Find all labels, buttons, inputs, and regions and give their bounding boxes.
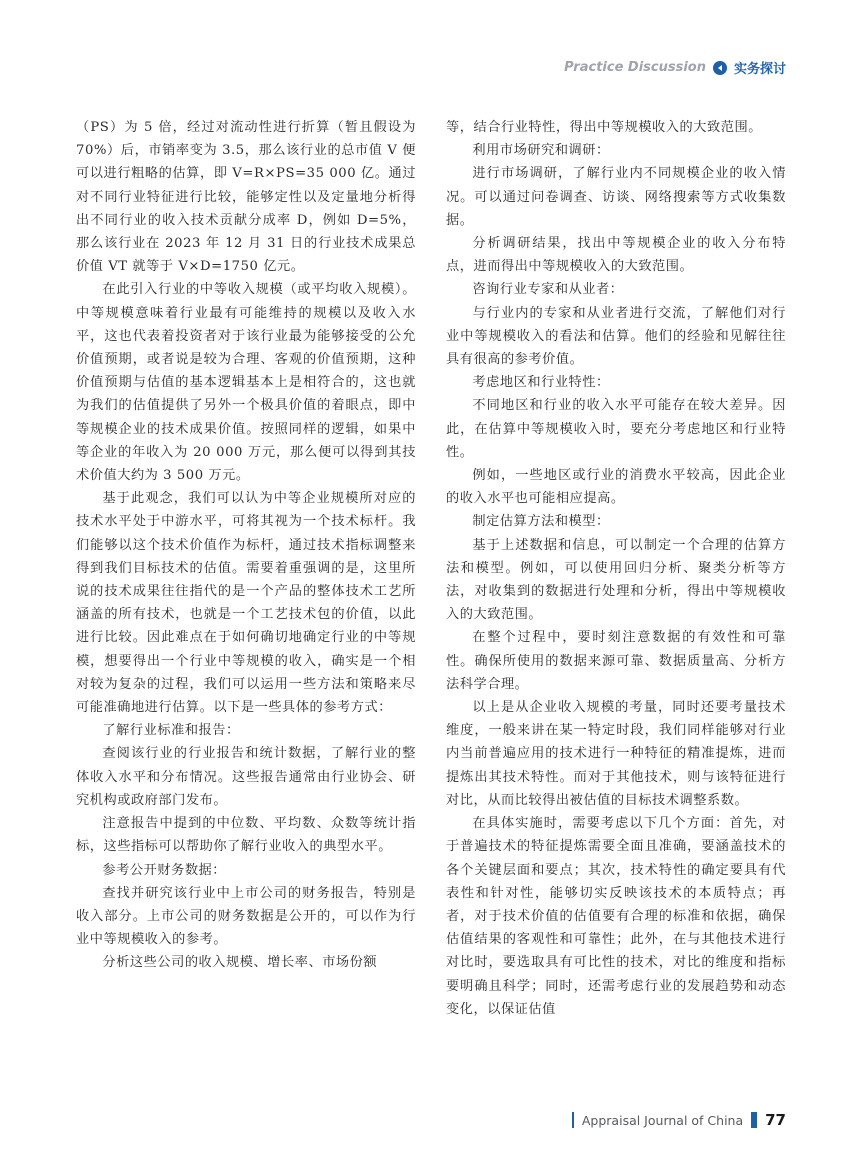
journal-name: Appraisal Journal of China — [581, 1112, 744, 1128]
paragraph: 进行市场调研，了解行业内不同规模企业的收入情况。可以通过问卷调查、访谈、网络搜索等方式收集数据。 — [446, 166, 786, 228]
section-title-cn: 实务探讨 — [733, 62, 786, 77]
paragraph: 查找并研究该行业中上市公司的财务报告，特别是收入部分。上市公司的财务数据是公开的，可以作为行业中等规模收入的参考。 — [76, 885, 416, 948]
section-title-en: Practice Discussion — [564, 60, 706, 75]
paragraph: 分析这些公司的收入规模、增长率、市场份额 — [102, 955, 378, 971]
page-number: 77 — [765, 1111, 786, 1129]
running-header — [564, 58, 786, 77]
left-column — [76, 116, 416, 975]
subheading: 考虑地区和行业特性： — [472, 375, 610, 391]
paragraph: 基于此观念，我们可以认为中等企业规模所对应的技术水平处于中游水平，可将其视为一个技术标杆。我们能够以这个技术价值作为标杆，通过技术指标调整来得到我们目标技术的估值。需要着重强调的是，这里所说的技术成果往往指代的是一个产品的整体技术工艺所涵盖的所有技术，也就是一个工艺技术包的价值，以此进行比较。因此难点在于如何确切地确定行业的中等规模，想要得出一个行业中等规模的收入，确实是一个相对较为复杂的过程，我们可以运用一些方法和策略来尽可能准确地进行估算。以下是一些具体的参考方式： — [76, 491, 416, 716]
divider — [572, 1112, 574, 1128]
paragraph: 与行业内的专家和从业者进行交流，了解他们对行业中等规模收入的看法和估算。他们的经验和见解往往具有很高的参考价值。 — [446, 305, 786, 368]
paragraph: 分析调研结果，找出中等规模企业的收入分布特点，进而得出中等规模收入的大致范围。 — [446, 236, 786, 275]
page-footer — [572, 1111, 786, 1129]
paragraph: 以上是从企业收入规模的考量，同时还要考量技术维度，一般来讲在某一特定时段，我们同样能够对行业内当前普遍应用的技术进行一种特征的精准提炼，进而提炼出其技术特性。而对于其他技术，则与该特征进行对比，从而比较得出被估值的目标技术调整系数。 — [446, 700, 786, 808]
paragraph: （PS）为 5 倍，经过对流动性进行折算（暂且假设为 70%）后，市销率变为 3.5，那么该行业的总市值 V 便可以进行粗略的估算，即 V=R×PS=35 000 亿。通过对不同行业特征进行比较，能够定性以及定量地分析得出不同行业的收入技术贡献分成率 D，例如 D=5%，那么该行业在 2023 年 12 月 31 日的行业技术成果总价值 VT 就等于 V×D=1750 亿元。 — [76, 120, 416, 275]
paragraph: 在具体实施时，需要考虑以下几个方面：首先，对于普遍技术的特征提炼需要全面且准确，要涵盖技术的各个关键层面和要点；其次，技术特性的确定要具有代表性和针对性，能够切实反映该技术的本质特点；再者，对于技术价值的估值要有合理的标准和依据，确保估值结果的客观性和可靠性；此外，在与其他技术进行对比时，要选取具有可比性的技术，对比的维度和指标要明确且科学；同时，还需考虑行业的发展趋势和动态变化，以保证估值 — [446, 816, 786, 1017]
paragraph: 基于上述数据和信息，可以制定一个合理的估算方法和模型。例如，可以使用回归分析、聚类分析等方法，对收集到的数据进行处理和分析，得出中等规模收入的大致范围。 — [446, 537, 786, 623]
subheading: 了解行业标准和报告： — [102, 723, 240, 739]
paragraph: 查阅该行业的行业报告和统计数据，了解行业的整体收入水平和分布情况。这些报告通常由行业协会、研究机构或政府部门发布。 — [76, 746, 416, 808]
subheading: 参考公开财务数据： — [102, 862, 227, 878]
subheading: 咨询行业专家和从业者： — [472, 282, 624, 298]
chevron-left-circle-icon — [713, 61, 727, 75]
footer-marker — [751, 1112, 757, 1128]
right-column — [446, 116, 786, 1021]
paragraph: 等，结合行业特性，得出中等规模收入的大致范围。 — [446, 120, 762, 135]
paragraph: 例如，一些地区或行业的消费水平较高，因此企业的收入水平也可能相应提高。 — [446, 468, 786, 507]
paragraph: 注意报告中提到的中位数、平均数、众数等统计指标，这些指标可以帮助你了解行业收入的典型水平。 — [76, 816, 416, 855]
paragraph: 在此引入行业的中等收入规模（或平均收入规模）。中等规模意味着行业最有可能维持的规模以及收入水平，这也代表着投资者对于该行业最为能够接受的公允价值预期，或者说是较为合理、客观的价值预期，这种价值预期与估值的基本逻辑基本上是相符合的，这也就为我们的估值提供了另外一个极具价值的着眼点，即中等规模企业的技术成果价值。按照同样的逻辑，如果中等企业的年收入为 20 000 万元，那么便可以得到其技术价值大约为 3 500 万元。 — [76, 282, 416, 484]
subheading: 制定估算方法和模型： — [472, 514, 610, 530]
subheading: 利用市场研究和调研： — [472, 143, 610, 159]
paragraph: 在整个过程中，要时刻注意数据的有效性和可靠性。确保所使用的数据来源可靠、数据质量高、分析方法科学合理。 — [446, 630, 786, 692]
paragraph: 不同地区和行业的收入水平可能存在较大差异。因此，在估算中等规模收入时，要充分考虑地区和行业特性。 — [446, 398, 786, 460]
